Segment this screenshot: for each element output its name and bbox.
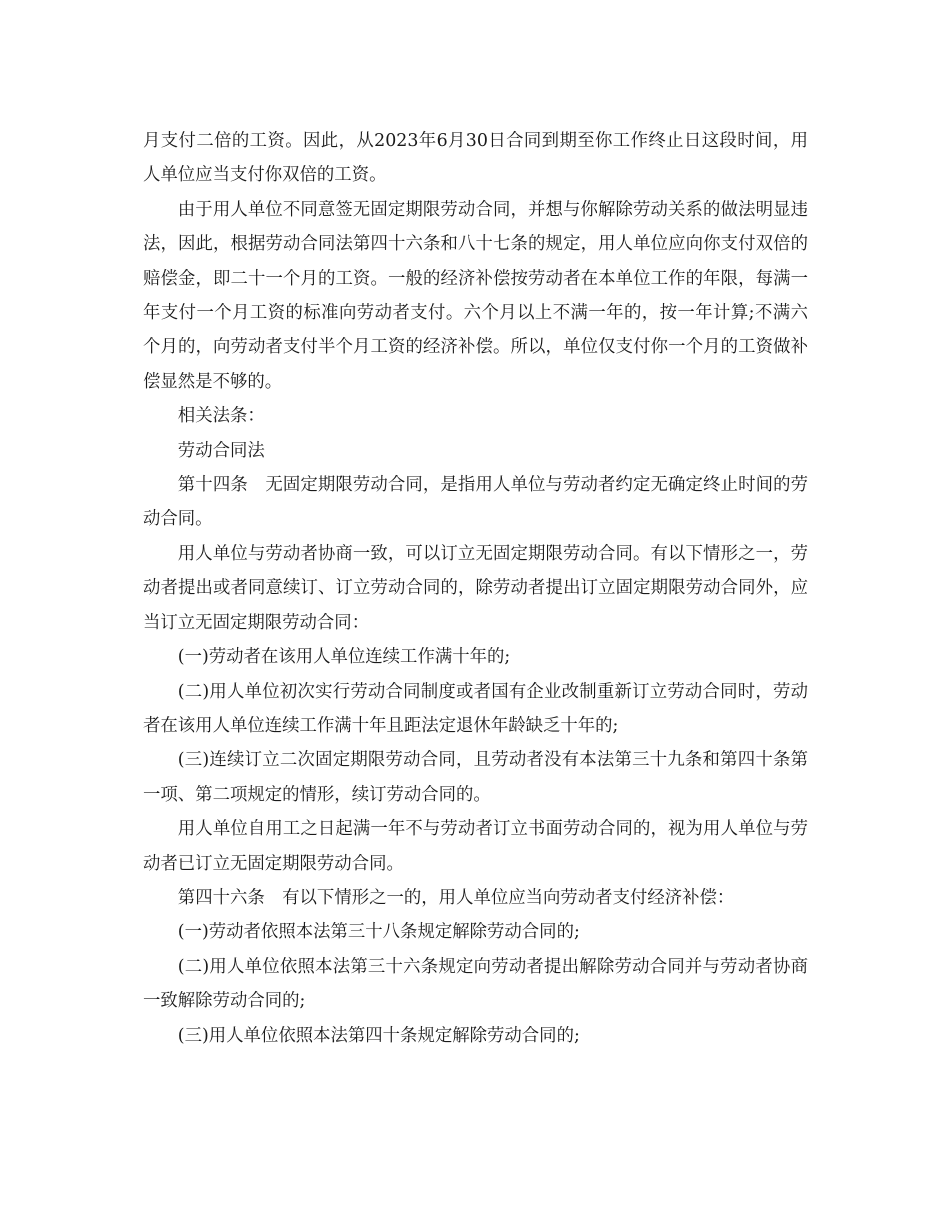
paragraph-article-46-item-3: (三)用人单位依照本法第四十条规定解除劳动合同的; xyxy=(177,1025,580,1046)
document-body xyxy=(143,124,808,1053)
paragraph-continuation: 月支付二倍的工资。因此，从2023年6月30日合同到期至你工作终止日这段时间，用人单位应当支付你双倍的工资。 xyxy=(143,131,808,186)
paragraph-compensation-analysis: 由于用人单位不同意签无固定期限劳动合同，并想与你解除劳动关系的做法明显违法，因此，根据劳动合同法第四十六条和八十七条的规定，用人单位应向你支付双倍的赔偿金，即二十一个月的工资。一般的经济补偿按劳动者在本单位工作的年限，每满一年支付一个月工资的标准向劳动者支付。六个月以上不满一年的，按一年计算;不满六个月的，向劳动者支付半个月工资的经济补偿。所以，单位仅支付你一个月的工资做补偿显然是不够的。 xyxy=(143,199,808,392)
paragraph-law-title: 劳动合同法 xyxy=(177,440,265,461)
paragraph-article-14-conditions: 用人单位与劳动者协商一致，可以订立无固定期限劳动合同。有以下情形之一，劳动者提出或者同意续订、订立劳动合同的，除劳动者提出订立固定期限劳动合同外，应当订立无固定期限劳动合同： xyxy=(143,543,808,633)
paragraph-article-14-item-2: (二)用人单位初次实行劳动合同制度或者国有企业改制重新订立劳动合同时，劳动者在该用人单位连续工作满十年且距法定退休年龄缺乏十年的; xyxy=(143,681,808,736)
paragraph-article-14-item-3: (三)连续订立二次固定期限劳动合同，且劳动者没有本法第三十九条和第四十条第一项、第二项规定的情形，续订劳动合同的。 xyxy=(143,750,808,805)
paragraph-related-provisions-heading: 相关法条： xyxy=(177,406,265,427)
paragraph-article-14-deemed-contract: 用人单位自用工之日起满一年不与劳动者订立书面劳动合同的，视为用人单位与劳动者已订立无固定期限劳动合同。 xyxy=(143,819,808,874)
paragraph-article-46-item-1: (一)劳动者依照本法第三十八条规定解除劳动合同的; xyxy=(177,922,580,943)
paragraph-article-46-item-2: (二)用人单位依照本法第三十六条规定向劳动者提出解除劳动合同并与劳动者协商一致解除劳动合同的; xyxy=(143,956,808,1012)
paragraph-article-14: 第十四条 无固定期限劳动合同，是指用人单位与劳动者约定无确定终止时间的劳动合同。 xyxy=(143,475,808,530)
paragraph-article-14-item-1: (一)劳动者在该用人单位连续工作满十年的; xyxy=(177,647,511,668)
paragraph-article-46: 第四十六条 有以下情形之一的，用人单位应当向劳动者支付经济补偿： xyxy=(177,887,735,908)
